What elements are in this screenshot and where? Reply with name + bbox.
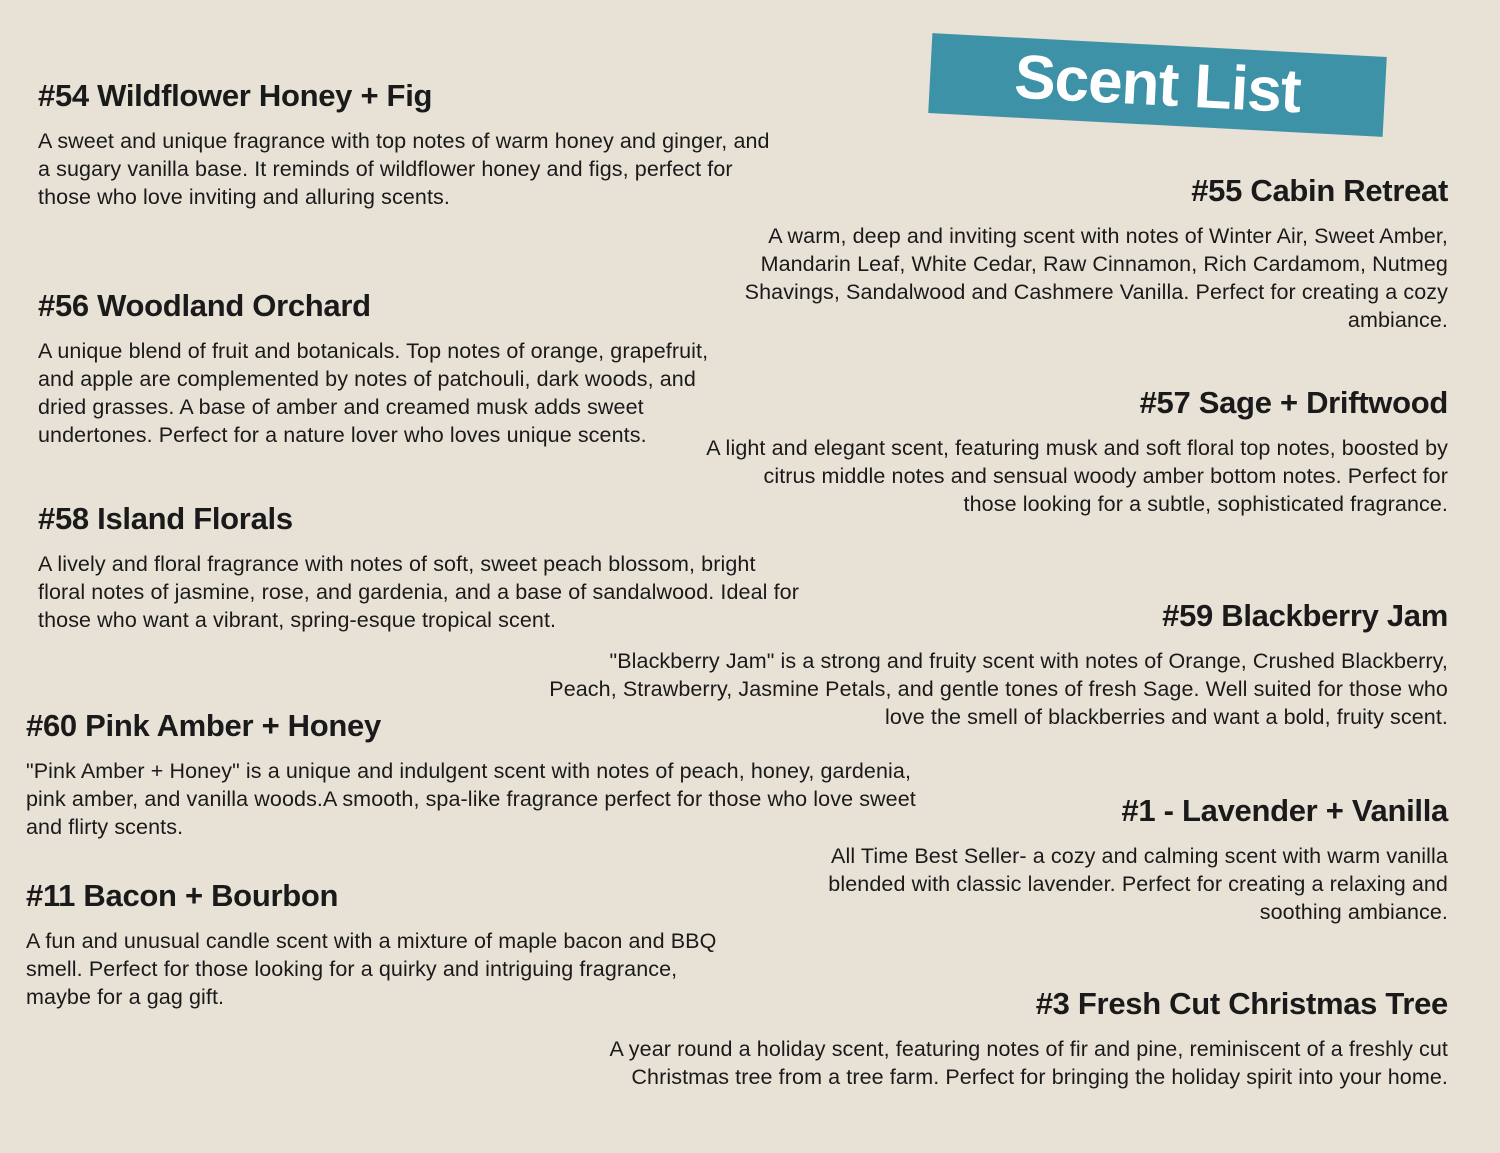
scent-title: #3 Fresh Cut Christmas Tree xyxy=(1035,986,1448,1021)
scent-title: #54 Wildflower Honey + Fig xyxy=(38,78,433,113)
scent-description: A light and elegant scent, featuring musk and soft floral top notes, boosted by citrus middle notes and sensual woody amber bottom notes. Perfect for those looking for a subtle, sophisticated fragrance. xyxy=(706,436,1448,516)
scent-description: A sweet and unique fragrance with top notes of warm honey and ginger, and a sugary vanilla base. It reminds of wildflower honey and figs, perfect for those who love inviting and alluring scents. xyxy=(38,129,770,209)
scent-description: A unique blend of fruit and botanicals. Top notes of orange, grapefruit, and apple are complemented by notes of patchouli, dark woods, and dried grasses. A base of amber and creamed musk adds sweet undertones. Perfect for a nature lover who loves unique scents. xyxy=(38,339,709,447)
scent-title: #57 Sage + Driftwood xyxy=(1139,385,1448,420)
scent-title: #1 - Lavender + Vanilla xyxy=(1121,793,1448,828)
scent-section-56 xyxy=(38,287,738,449)
scent-title: #56 Woodland Orchard xyxy=(38,288,371,323)
scent-description: A warm, deep and inviting scent with notes of Winter Air, Sweet Amber, Mandarin Leaf, White Cedar, Raw Cinnamon, Rich Cardamom, Nutmeg Shavings, Sandalwood and Cashmere Vanilla. Perfect for creating a cozy ambiance. xyxy=(744,224,1448,332)
scent-section-1 xyxy=(793,792,1448,926)
scent-description: "Pink Amber + Honey" is a unique and indulgent scent with notes of peach, honey, gardenia, pink amber, and vanilla woods.A smooth, spa-like fragrance perfect for those who love sweet and flirty scents. xyxy=(26,759,916,839)
scent-section-57 xyxy=(706,384,1448,518)
scent-description: A fun and unusual candle scent with a mixture of maple bacon and BBQ smell. Perfect for those looking for a quirky and intriguing fragrance, maybe for a gag gift. xyxy=(26,929,717,1009)
scent-list-banner xyxy=(928,33,1387,137)
scent-description: A year round a holiday scent, featuring notes of fir and pine, reminiscent of a freshly cut Christmas tree from a tree farm. Perfect for bringing the holiday spirit into your home. xyxy=(609,1037,1448,1089)
scent-title: #58 Island Florals xyxy=(38,501,293,536)
scent-description: "Blackberry Jam" is a strong and fruity scent with notes of Orange, Crushed Blackberry, Peach, Strawberry, Jasmine Petals, and gentle tones of fresh Sage. Well suited for those who love the smell of blackberries and want a bold, fruity scent. xyxy=(549,649,1448,729)
scent-description: A lively and floral fragrance with notes of soft, sweet peach blossom, bright floral notes of jasmine, rose, and gardenia, and a base of sandalwood. Ideal for those who want a vibrant, spring-esque tropical scent. xyxy=(38,552,799,632)
scent-section-54 xyxy=(38,77,783,211)
scent-section-55 xyxy=(676,172,1448,334)
scent-list-banner-label: Scent List xyxy=(1012,42,1303,127)
scent-description: All Time Best Seller- a cozy and calming scent with warm vanilla blended with classic lavender. Perfect for creating a relaxing and soothing ambiance. xyxy=(828,844,1448,924)
scent-title: #55 Cabin Retreat xyxy=(1191,173,1448,208)
scent-title: #59 Blackberry Jam xyxy=(1162,598,1448,633)
scent-title: #11 Bacon + Bourbon xyxy=(26,878,339,913)
scent-title: #60 Pink Amber + Honey xyxy=(26,708,381,743)
scent-section-3 xyxy=(533,985,1448,1091)
scent-section-60 xyxy=(26,707,926,841)
